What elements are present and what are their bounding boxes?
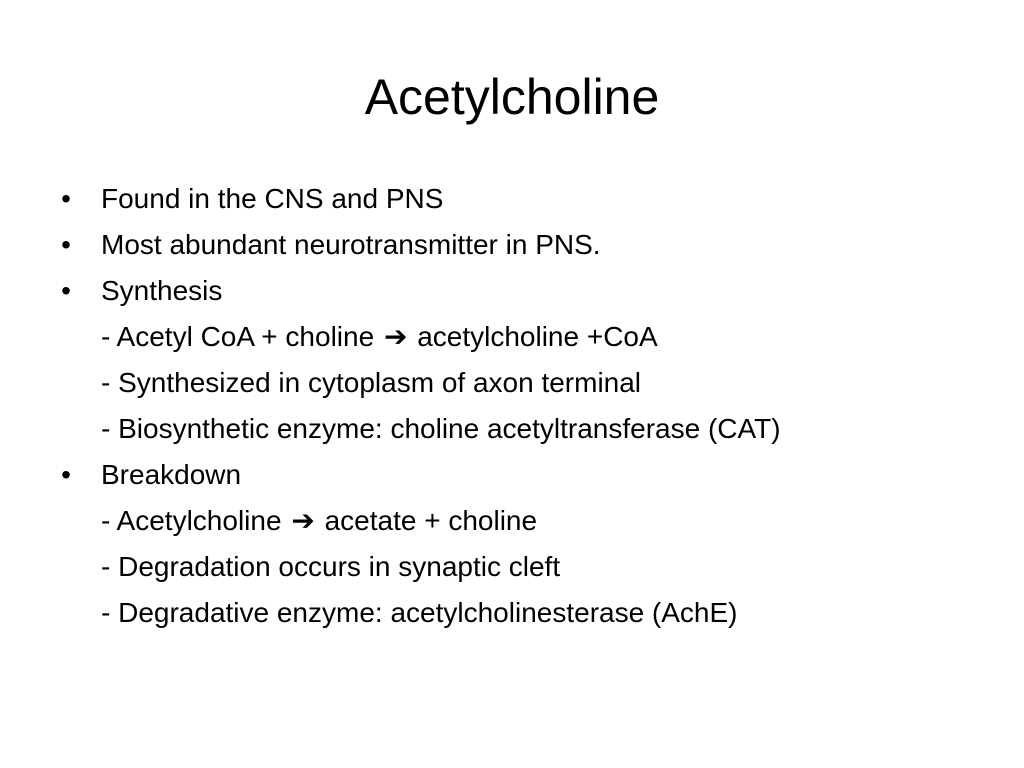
reaction-products: acetate + choline xyxy=(324,505,538,536)
reaction-reactants: - Acetyl CoA + choline xyxy=(101,321,375,352)
sub-item-breakdown-location: - Degradation occurs in synaptic cleft xyxy=(101,551,561,582)
bullet-found-in-cns-pns xyxy=(56,176,976,222)
bullet-dot-icon: • xyxy=(61,275,71,306)
slide-body xyxy=(56,176,976,636)
right-arrow-icon: ➔ xyxy=(291,505,315,536)
sub-item-synthesis-reaction xyxy=(56,314,976,360)
sub-item-breakdown-enzyme: - Degradative enzyme: acetylcholinesterase (AchE) xyxy=(101,597,738,628)
bullet-text: Breakdown xyxy=(101,459,242,490)
sub-item-synthesis-location: - Synthesized in cytoplasm of axon terminal xyxy=(101,367,642,398)
reaction-reactants: - Acetylcholine xyxy=(101,505,282,536)
bullet-text: Synthesis xyxy=(101,275,223,306)
bullet-breakdown xyxy=(56,452,976,498)
bullet-dot-icon: • xyxy=(61,183,71,214)
bullet-synthesis xyxy=(56,268,976,314)
bullet-most-abundant xyxy=(56,222,976,268)
bullet-dot-icon: • xyxy=(61,229,71,260)
bullet-text: Most abundant neurotransmitter in PNS. xyxy=(101,229,601,260)
bullet-text: Found in the CNS and PNS xyxy=(101,183,444,214)
bullet-dot-icon: • xyxy=(61,459,71,490)
reaction-products: acetylcholine +CoA xyxy=(417,321,658,352)
sub-item-breakdown-reaction xyxy=(56,498,976,544)
sub-item-synthesis-enzyme: - Biosynthetic enzyme: choline acetyltransferase (CAT) xyxy=(101,413,781,444)
right-arrow-icon: ➔ xyxy=(383,321,408,352)
slide-title: Acetylcholine xyxy=(364,69,660,125)
